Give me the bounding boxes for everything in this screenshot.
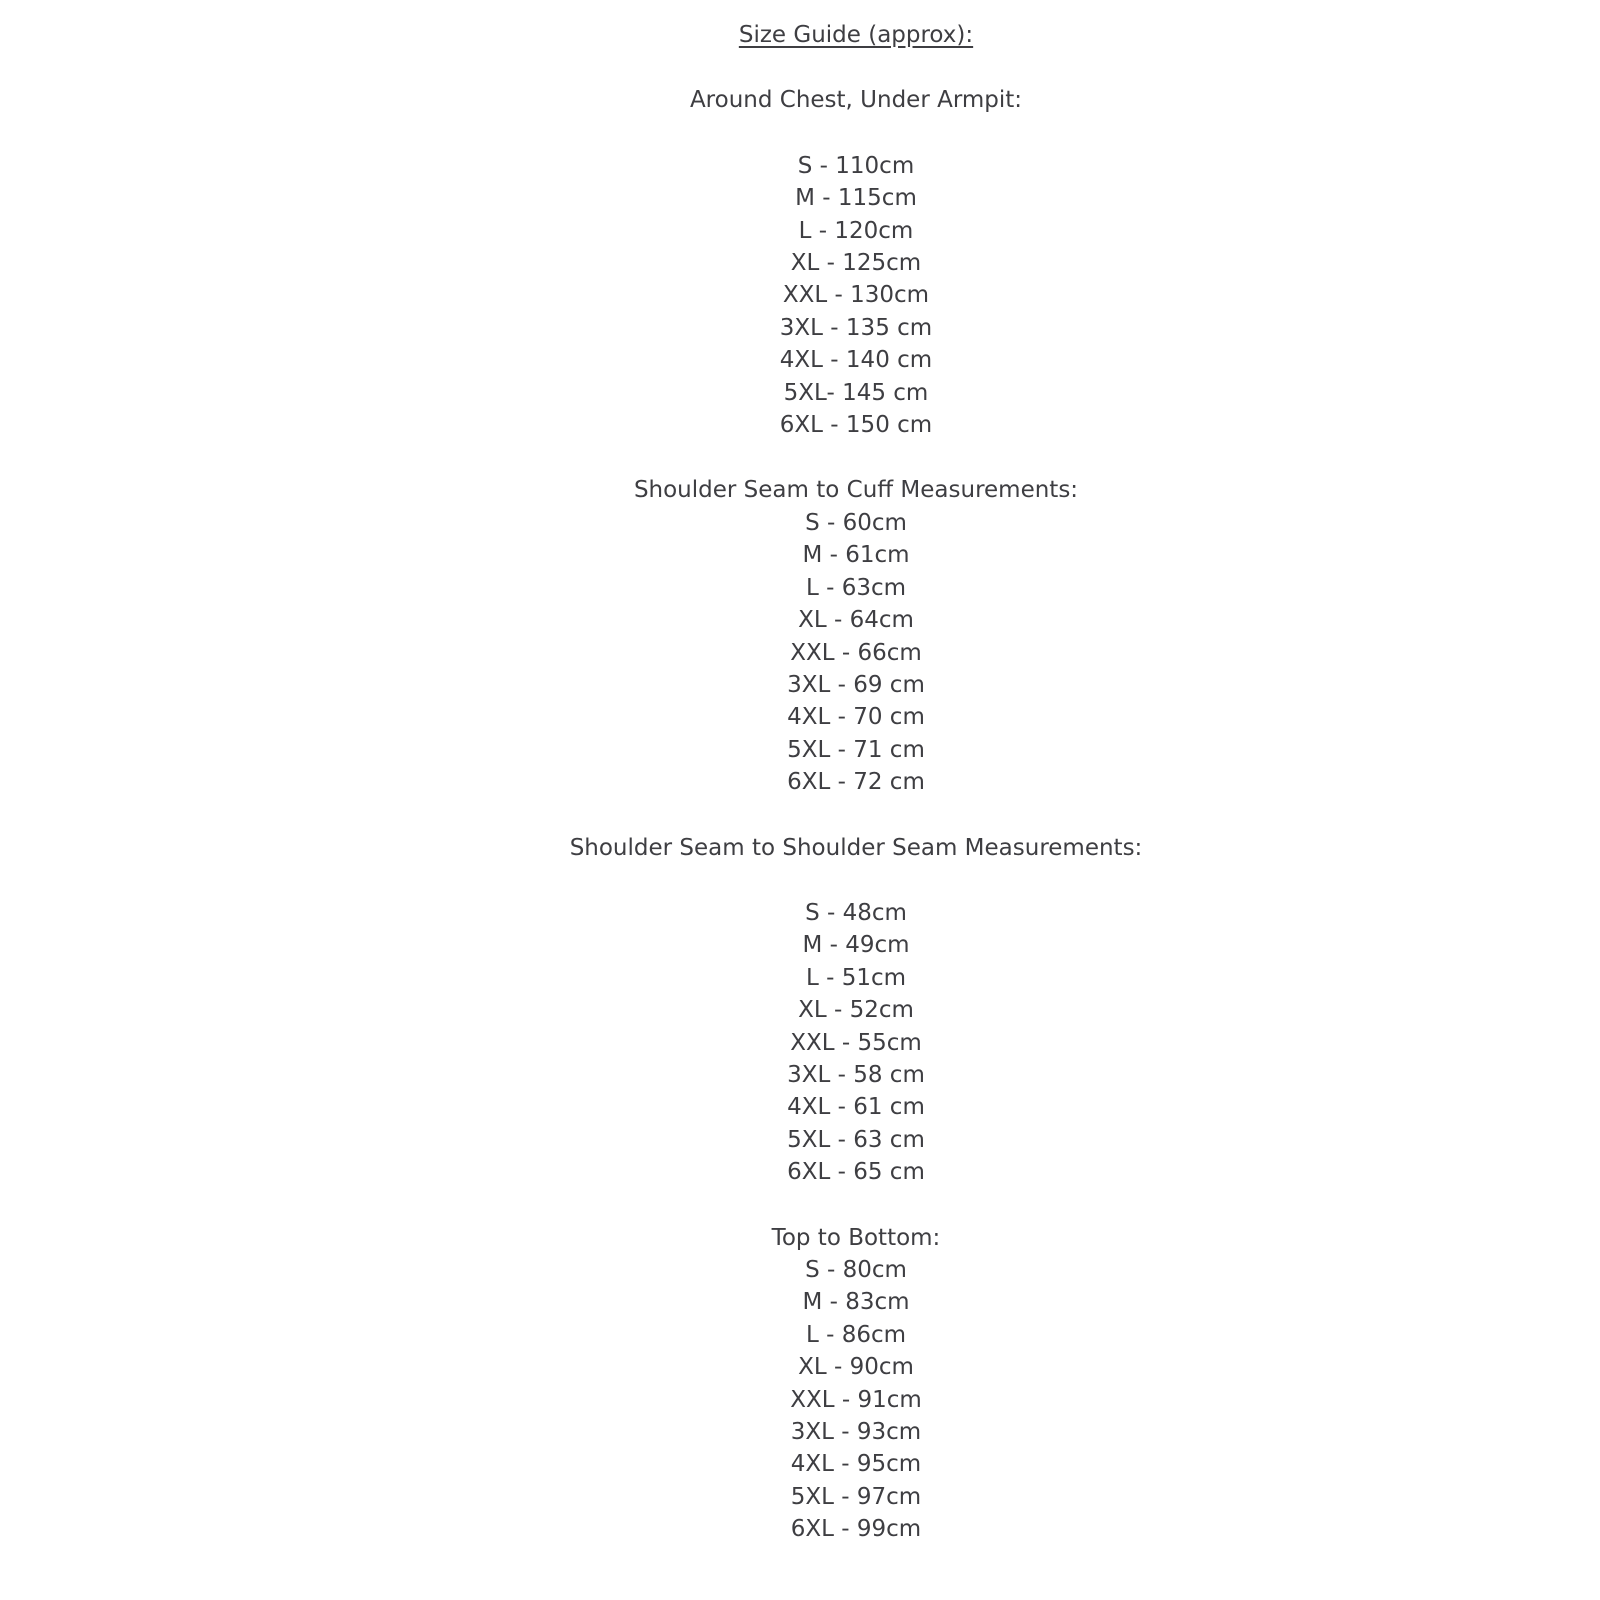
size-line: XL - 125cm [790,250,922,277]
size-section [112,832,1600,1189]
size-line: 3XL - 69 cm [787,671,925,698]
size-line: XXL - 55cm [790,1029,922,1056]
size-line: 4XL - 61 cm [787,1094,925,1121]
size-line: L - 86cm [805,1321,907,1348]
size-line: XXL - 91cm [790,1386,922,1413]
size-line: M - 83cm [802,1289,910,1316]
size-line: 6XL - 99cm [790,1516,922,1543]
section-heading: Top to Bottom: [771,1224,941,1251]
size-line: XL - 64cm [798,607,914,634]
size-line: 6XL - 150 cm [779,412,933,439]
section-heading: Shoulder Seam to Shoulder Seam Measurements: [569,834,1143,861]
size-section [112,1222,1600,1546]
size-line: 5XL - 71 cm [787,736,925,763]
size-line: 6XL - 72 cm [787,769,925,796]
size-line: S - 80cm [805,1257,907,1283]
section-heading: Around Chest, Under Armpit: [689,87,1023,114]
size-line: L - 63cm [805,574,907,601]
size-line: 4XL - 70 cm [787,704,925,731]
size-line: 5XL - 97cm [790,1483,922,1510]
size-line: 3XL - 135 cm [779,314,933,341]
size-line: 4XL - 140 cm [779,347,933,374]
size-line: S - 110cm [797,152,915,179]
size-line: 5XL - 63 cm [787,1126,925,1153]
size-line: 4XL - 95cm [790,1451,922,1478]
sections [112,84,1600,1545]
size-line: XL - 90cm [798,1354,914,1381]
size-line: XXL - 130cm [782,282,930,309]
size-line: XL - 52cm [798,997,914,1024]
size-section [112,84,1600,441]
size-line: 3XL - 93cm [790,1419,922,1446]
size-line: 5XL- 145 cm [783,379,929,406]
size-line: S - 60cm [805,509,907,536]
size-line: M - 115cm [795,185,917,212]
size-line: S - 48cm [805,899,907,926]
size-line: M - 61cm [802,542,910,569]
size-line: 6XL - 65 cm [787,1159,925,1186]
size-line: XXL - 66cm [790,639,922,666]
size-section [112,474,1600,798]
section-heading: Shoulder Seam to Cuff Measurements: [633,477,1079,504]
page-title: Size Guide (approx): [738,22,974,48]
size-line: L - 120cm [798,217,914,244]
size-line: M - 49cm [802,932,910,959]
size-line: 3XL - 58 cm [787,1061,925,1088]
size-line: L - 51cm [805,964,907,991]
